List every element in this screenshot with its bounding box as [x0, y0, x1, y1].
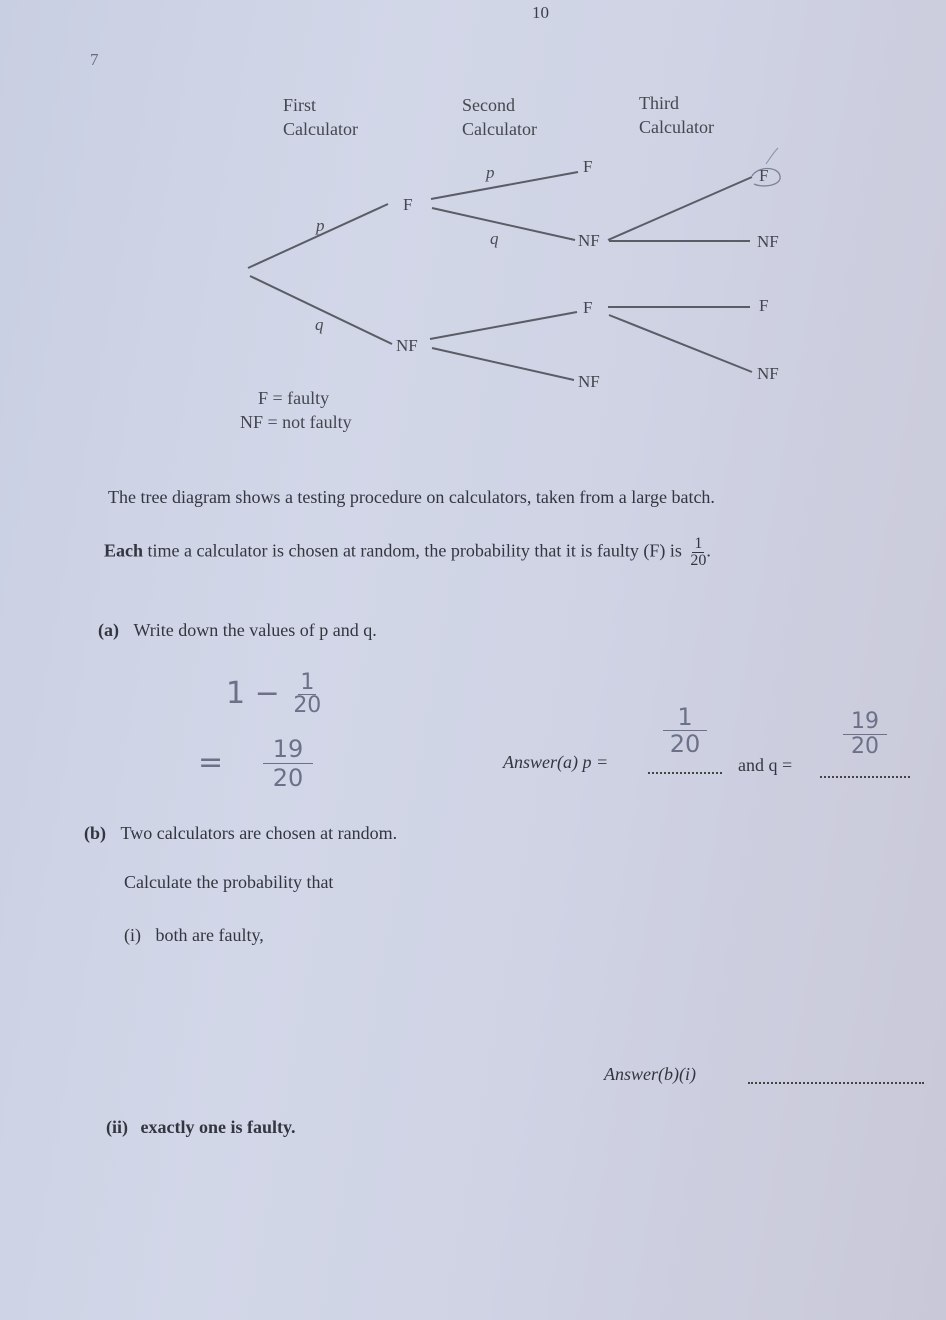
node-third-NF: NF — [757, 232, 779, 251]
and-q-label: and q = — [738, 755, 793, 775]
handwritten-text: 1 − — [226, 676, 280, 711]
node-second-NF-lower: NF — [578, 372, 600, 391]
handwritten-fraction — [293, 672, 321, 717]
fraction-denominator: 20 — [293, 693, 322, 718]
node-first-F: F — [403, 195, 413, 214]
handwritten-working-line-2 — [198, 735, 313, 792]
fraction-denominator: 20 — [669, 730, 701, 758]
branch-prob-q: q — [315, 315, 324, 334]
part-a-question — [98, 620, 377, 641]
fraction-numerator: 1 — [300, 670, 315, 695]
node-second-F-lower: F — [583, 298, 593, 317]
answer-dotted-line — [820, 776, 910, 778]
part-b-ii-text: is faulty. — [230, 1117, 296, 1137]
part-b-i-label: (i) — [124, 925, 141, 945]
fraction-denominator: 20 — [690, 552, 707, 569]
header-line: Calculator — [462, 119, 537, 139]
node-first-NF: NF — [396, 336, 418, 355]
node-third-F: F — [759, 296, 769, 315]
branch-prob-q: q — [490, 229, 499, 248]
header-line: Third — [639, 93, 679, 113]
handwritten-text: = — [198, 745, 224, 780]
fraction-numerator: 1 — [663, 704, 706, 731]
fraction-denominator: 20 — [851, 734, 879, 759]
answer-p-field[interactable] — [648, 704, 722, 774]
answer-b-i-label: Answer(b)(i) — [604, 1064, 696, 1084]
answer-q-field[interactable] — [820, 710, 910, 780]
header-line: Calculator — [639, 117, 714, 137]
fraction-one-twentieth — [690, 536, 706, 569]
fraction-numerator: 1 — [694, 535, 703, 552]
part-b-i — [124, 925, 264, 946]
node-third-NF: NF — [757, 364, 779, 383]
handwritten-q-value — [820, 710, 910, 759]
intro-line-1: The tree diagram shows a testing procedure on calculators, taken from a large batch. — [108, 487, 715, 507]
question-number: 7 — [90, 50, 99, 69]
period: . — [706, 540, 711, 561]
part-b-ii — [106, 1117, 296, 1138]
legend-not-faulty: NF = not faulty — [240, 412, 352, 432]
part-b-label: (b) — [84, 823, 106, 843]
answer-dotted-line — [648, 772, 722, 774]
part-b-ii-label: (ii) — [106, 1117, 128, 1137]
handwritten-fraction — [263, 735, 314, 792]
answer-a-label: Answer(a) p = — [503, 752, 609, 772]
header-line: First — [283, 95, 317, 115]
node-second-F-upper: F — [583, 157, 593, 176]
part-b-ii-bold: exactly one — [140, 1117, 226, 1137]
intro-bold-word: Each — [104, 540, 144, 561]
page-number: 10 — [532, 3, 549, 22]
node-second-NF-upper: NF — [578, 231, 600, 250]
part-b-instruction: Calculate the probability that — [124, 872, 334, 892]
part-b-question — [84, 823, 397, 844]
node-third-F-circled: F — [759, 166, 769, 185]
branch-prob-p: p — [316, 216, 325, 235]
fraction-numerator: 19 — [843, 710, 887, 735]
intro-line-2 — [104, 536, 711, 569]
branch-prob-p: p — [486, 163, 495, 182]
part-a-label: (a) — [98, 620, 119, 640]
part-b-text: Two calculators are chosen at random. — [120, 823, 398, 843]
answer-b-i-field[interactable] — [748, 1082, 924, 1084]
tree-diagram-branches — [0, 0, 946, 460]
fraction-denominator: 20 — [272, 764, 304, 792]
header-line: Calculator — [283, 119, 358, 139]
legend-faulty: F = faulty — [258, 388, 330, 408]
fraction-numerator: 19 — [263, 735, 314, 764]
part-a-text: Write down the values of p and q. — [133, 620, 377, 640]
handwritten-p-value — [648, 704, 722, 757]
handwritten-working-line-1 — [226, 672, 321, 717]
intro-text: time a calculator is chosen at random, the probability that it is faulty (F) is — [143, 540, 682, 561]
part-b-i-text: both are faulty, — [155, 925, 264, 945]
header-line: Second — [462, 95, 515, 115]
